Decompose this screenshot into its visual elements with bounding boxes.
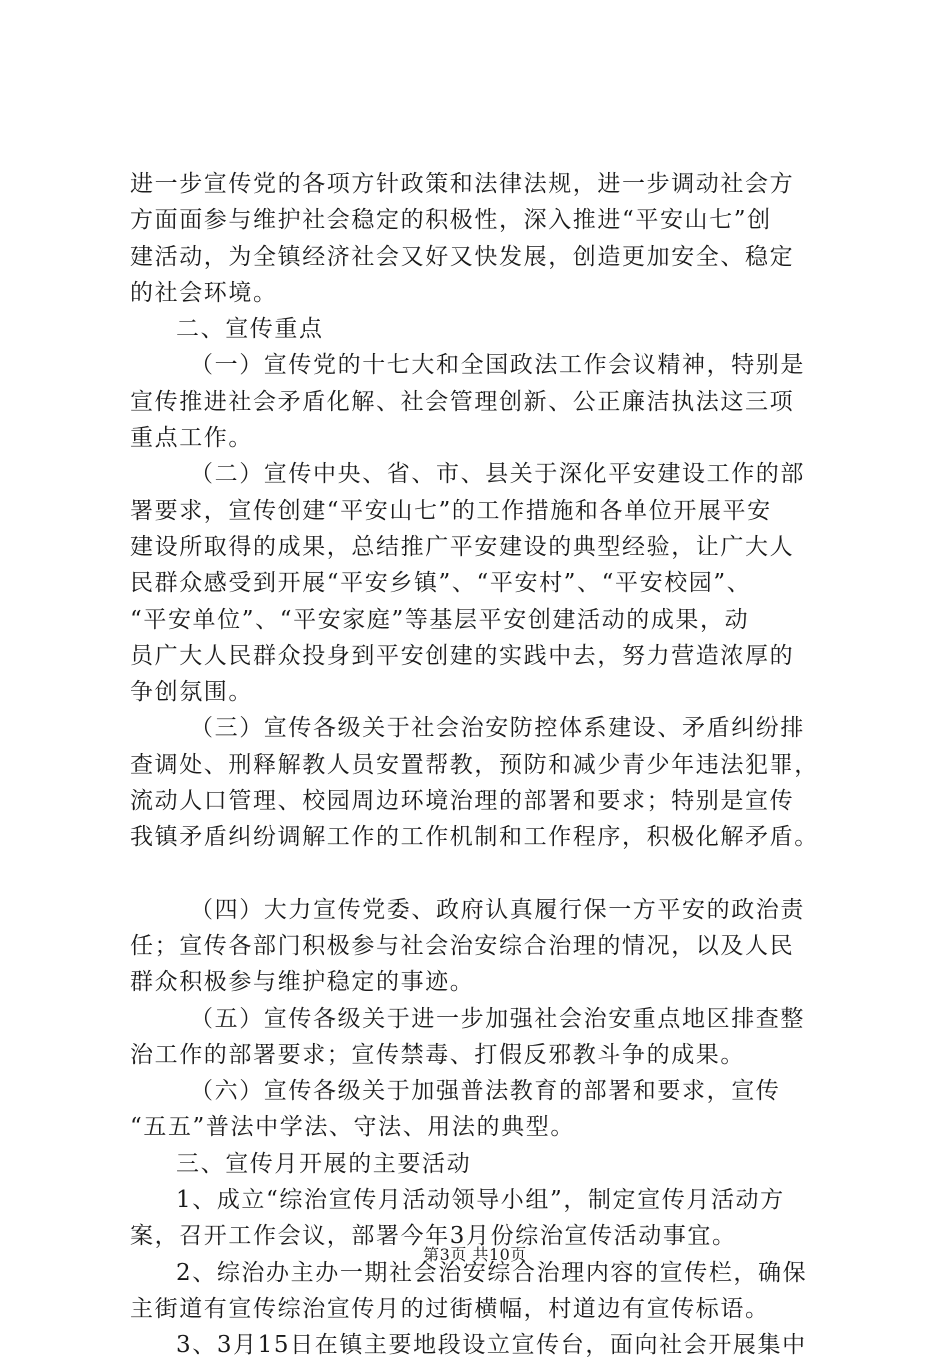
text-line: 员广大人民群众投身到平安创建的实践中去，努力营造浓厚的 xyxy=(130,642,795,669)
text-line: 查调处、刑释解教人员安置帮教，预防和减少青少年违法犯罪， xyxy=(130,751,819,778)
text-line: 进一步宣传党的各项方针政策和法律法规，进一步调动社会方 xyxy=(130,171,795,197)
text-line: 2、综治办主办一期社会治安综合治理内容的宣传栏，确保 xyxy=(176,1259,808,1286)
text-line: 争创氛围。 xyxy=(130,679,253,706)
text-line: 民群众感受到开展“平安乡镇”、“平安村”、“平安校园”、 xyxy=(130,570,752,597)
text-line: 治工作的部署要求；宣传禁毒、打假反邪教斗争的成果。 xyxy=(130,1041,745,1068)
text-line: 署要求，宣传创建“平安山七”的工作措施和各单位开展平安 xyxy=(130,497,772,524)
text-line: 宣传推进社会矛盾化解、社会管理创新、公正廉洁执法这三项 xyxy=(130,388,795,415)
text-line: （三）宣传各级关于社会治安防控体系建设、矛盾纠纷排 xyxy=(190,715,805,742)
text-line: （一）宣传党的十七大和全国政法工作会议精神，特别是 xyxy=(190,352,805,379)
text-line: 任；宣传各部门积极参与社会治安综合治理的情况，以及人民 xyxy=(130,932,795,959)
text-line: （五）宣传各级关于进一步加强社会治安重点地区排查整 xyxy=(190,1005,805,1032)
text-line: （四）大力宣传党委、政府认真履行保一方平安的政治责 xyxy=(190,896,805,923)
text-line: 建设所取得的成果，总结推广平安建设的典型经验，让广大人 xyxy=(130,533,795,560)
text-line: （六）宣传各级关于加强普法教育的部署和要求，宣传 xyxy=(190,1078,781,1105)
section-heading: 二、宣传重点 xyxy=(176,316,324,343)
document-body xyxy=(130,166,830,1364)
text-line: 主街道有宣传综治宣传月的过街横幅，村道边有宣传标语。 xyxy=(130,1295,770,1322)
text-line: 我镇矛盾纠纷调解工作的工作机制和工作程序，积极化解矛盾。 xyxy=(130,824,819,851)
text-line: 建活动，为全镇经济社会又好又快发展，创造更加安全、稳定 xyxy=(130,243,795,270)
text-line: 群众积极参与维护稳定的事迹。 xyxy=(130,969,475,996)
paragraph-gap xyxy=(130,856,830,892)
text-line: 流动人口管理、校园周边环境治理的部署和要求；特别是宣传 xyxy=(130,788,795,815)
page-footer: 第3页 共10页 xyxy=(423,1245,527,1264)
text-line: 案，召开工作会议，部署今年3月份综治宣传活动事宜。 xyxy=(130,1223,737,1250)
text-line: （二）宣传中央、省、市、县关于深化平安建设工作的部 xyxy=(190,461,805,488)
section-heading: 三、宣传月开展的主要活动 xyxy=(176,1150,472,1177)
text-line: 重点工作。 xyxy=(130,425,253,452)
text-line: 的社会环境。 xyxy=(130,279,278,306)
text-line: 3、3月15日在镇主要地段设立宣传台，面向社会开展集中 xyxy=(176,1332,807,1359)
text-line: 1、成立“综治宣传月活动领导小组”，制定宣传月活动方 xyxy=(176,1187,785,1214)
text-line: 方面面参与维护社会稳定的积极性，深入推进“平安山七”创 xyxy=(130,207,772,234)
text-line: “平安单位”、“平安家庭”等基层平安创建活动的成果，动 xyxy=(130,606,750,633)
text-line: “五五”普法中学法、守法、用法的典型。 xyxy=(130,1114,575,1141)
